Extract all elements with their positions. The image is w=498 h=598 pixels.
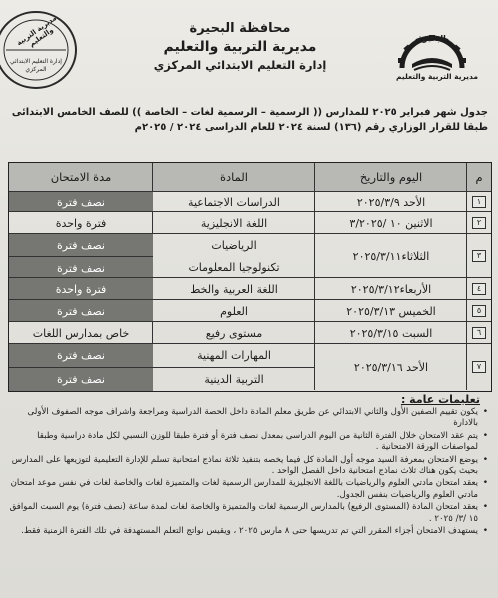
row-subject: اللغة العربية والخط <box>152 278 315 300</box>
row-duration: نصف فترة <box>9 256 153 279</box>
table-row <box>9 343 491 390</box>
table-row <box>9 211 491 234</box>
row-duration: نصف فترة <box>9 344 153 367</box>
row-subject: العلوم <box>152 300 315 322</box>
instruction-item: • يتم عقد الامتحان خلال الفترة الثانية من اليوم الدراسى بمعدل نصف فترة أو فترة طبقا للوزن النسبي لكل مادة دراسية وطبقا لمواصفات الورقة الامتحانية . <box>8 431 488 454</box>
row-subject: تكنولوجيا المعلومات <box>188 260 280 274</box>
governorate-name: محافظة البحيرة <box>189 21 291 36</box>
table-row <box>9 233 491 278</box>
row-subject: مستوى رفيع <box>152 322 315 344</box>
instruction-item: • يوضع الامتحان بمعرفة السيد موجه أول المادة كل فيما يخصه بتنفيذ ثلاثة نماذج امتحانية تسلم للإدارة التعليمية لتوزيعها على المدارس بحيث يكون هناك ثلاث نماذج امتحانية داخل الفصل الواحد . <box>8 455 488 478</box>
row-date: الأحد ٢٠٢٥/٣/١٦ <box>314 344 467 390</box>
table-row <box>9 321 491 344</box>
header-block <box>100 20 380 74</box>
instructions-title: تعليمات عامة : <box>400 393 480 406</box>
row-date: الاثنين ١٠ /٣/٢٠٢٥ <box>314 212 467 234</box>
row-date: الخميس ٢٠٢٥/٣/١٣ <box>314 300 467 322</box>
row-subject: المهارات المهنية <box>197 349 271 362</box>
table-header-row <box>9 163 491 191</box>
header-num: م <box>466 163 491 191</box>
directorate-name: مديرية التربية والتعليم <box>163 39 317 55</box>
instruction-item: • يعقد امتحان مادتي العلوم والرياضيات باللغة الانجليزية للمدارس الرسمية لغات والمتميزة لغات والخاصة لغات في نفس موعد امتحان مادتي العلوم والرياضيات بنفس الجدول. <box>8 478 488 501</box>
instruction-item: • يكون تقييم الصفين الأول والثاني الابتدائي عن طريق معلم المادة داخل الحصة الدراسية ومراجعة واشراف موجه الصفوف الأولى بالادارة <box>8 407 488 430</box>
logo-name: البحيرة <box>418 34 446 43</box>
row-number: ٦ <box>472 327 486 339</box>
row-subject: اللغة الانجليزية <box>152 212 315 234</box>
row-number: ٣ <box>472 250 486 262</box>
row-duration: خاص بمدارس اللغات <box>32 326 130 340</box>
logo-subtitle: مديرية التربية والتعليم <box>396 72 478 81</box>
seal-text: مديرية التربية والتعليم <box>15 14 59 49</box>
table-row <box>9 277 491 300</box>
row-subject: الرياضيات <box>211 238 257 252</box>
header-subject: المادة <box>152 163 315 191</box>
row-number: ١ <box>472 196 486 208</box>
row-duration: نصف فترة <box>9 192 153 212</box>
row-subject: التربية الدينية <box>153 367 315 391</box>
row-duration: نصف فترة <box>9 300 153 322</box>
general-instructions <box>8 393 488 538</box>
row-number: ٤ <box>472 283 486 295</box>
row-date: الأحد ٢٠٢٥/٣/٩ <box>314 192 467 212</box>
row-date: السبت ٢٠٢٥/٣/١٥ <box>314 322 467 344</box>
exam-schedule-table <box>8 162 492 392</box>
table-row <box>9 299 491 322</box>
schedule-title: جدول شهر فبراير ٢٠٢٥ للمدارس (( الرسمية – الرسمية لغات – الخاصة )) للصف الخامس الابتدائى <box>11 107 488 118</box>
row-duration: نصف فترة <box>9 234 153 256</box>
official-seal-icon <box>0 8 80 92</box>
header-date: اليوم والتاريخ <box>314 163 467 191</box>
schedule-subtitle: طبقا للقرار الوزاري رقم (١٣٦) لسنة ٢٠٢٤ للعام الدراسى ٢٠٢٤ / ٢٠٢٥م <box>134 122 488 133</box>
row-subject: الدراسات الاجتماعية <box>152 192 315 212</box>
row-number: ٢ <box>472 217 486 229</box>
row-duration: فترة واحدة <box>9 278 153 300</box>
row-date: الأربعاء٢٠٢٥/٣/١٢ <box>314 278 467 300</box>
instruction-item: • يعقد امتحان المادة (المستوى الرفيع) بالمدارس الرسمية لغات والمتميزة والخاصة لغات لمدة ساعة (نصف فترة) يوم السبت الموافق ١٥ /٣/ ٢٠٢٥ . <box>8 502 488 525</box>
row-number: ٧ <box>472 361 486 373</box>
row-duration: نصف فترة <box>9 367 153 391</box>
row-number: ٥ <box>472 305 486 317</box>
seal-subtext: إدارة التعليم الابتدائي المركزي <box>10 58 62 73</box>
department-name: إدارة التعليم الابتدائي المركزي <box>153 58 327 72</box>
header-duration: مدة الامتحان <box>50 170 112 184</box>
instruction-item: • يستهدف الامتحان أجزاء المقرر التي تم تدريسها حتى ٨ مارس ٢٠٢٥ ، ويقيس نواتج التعلم المستهدفة في تلك الفترة الزمنية فقط. <box>8 526 488 537</box>
row-duration: فترة واحدة <box>55 216 107 230</box>
row-date: الثلاثاء٢٠٢٥/٣/١١ <box>314 234 467 278</box>
table-row <box>9 191 491 212</box>
